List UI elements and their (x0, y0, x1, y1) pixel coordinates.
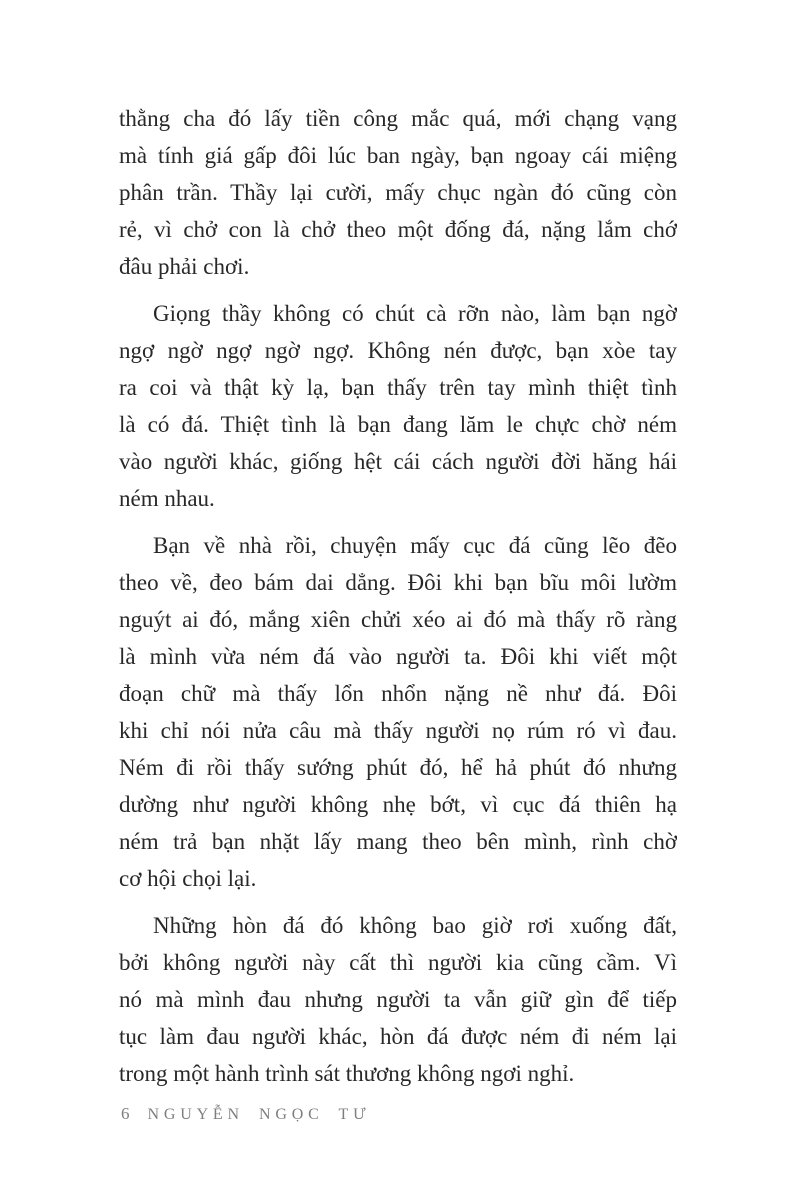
page-number: 6 (121, 1104, 130, 1123)
text-line: ném trả bạn nhặt lấy mang theo bên mình, rình chờ (119, 829, 677, 854)
text-line: dường như người không nhẹ bớt, vì cục đá thiên hạ (119, 792, 677, 817)
text-line: mà tính giá gấp đôi lúc ban ngày, bạn ngoay cái miệng (119, 143, 677, 168)
page-text-block (119, 100, 677, 1102)
text-line: ngợ ngờ ngợ ngờ ngợ. Không nén được, bạn xòe tay (119, 338, 677, 363)
text-line: đâu phải chơi. (119, 254, 250, 279)
text-line: tục làm đau người khác, hòn đá được ném đi ném lại (119, 1024, 677, 1049)
text-line: bởi không người này cất thì người kia cũng cầm. Vì (119, 950, 677, 975)
text-line: nó mà mình đau nhưng người ta vẫn giữ gìn để tiếp (119, 987, 677, 1012)
text-line: Những hòn đá đó không bao giờ rơi xuống đất, (153, 913, 677, 938)
text-line: phân trần. Thầy lại cười, mấy chục ngàn đó cũng còn (119, 180, 677, 205)
text-line: thằng cha đó lấy tiền công mắc quá, mới chạng vạng (119, 106, 677, 131)
text-line: là có đá. Thiệt tình là bạn đang lăm le chực chờ ném (119, 412, 677, 437)
paragraph (119, 907, 677, 1092)
text-line: là mình vừa ném đá vào người ta. Đôi khi viết một (119, 644, 677, 669)
text-line: vào người khác, giống hệt cái cách người đời hăng hái (119, 449, 677, 474)
paragraph (119, 527, 677, 897)
text-line: theo về, đeo bám dai dẳng. Đôi khi bạn bĩu môi lườm (119, 570, 677, 595)
text-line: nguýt ai đó, mắng xiên chửi xéo ai đó mà thấy rõ ràng (119, 607, 677, 632)
text-line: Ném đi rồi thấy sướng phút đó, hể hả phút đó nhưng (119, 755, 677, 780)
text-line: cơ hội chọi lại. (119, 866, 257, 891)
running-footer-author: NGUYỄN NGỌC TƯ (147, 1106, 371, 1123)
text-line: khi chỉ nói nửa câu mà thấy người nọ rúm ró vì đau. (119, 718, 677, 743)
text-line: Giọng thầy không có chút cà rỡn nào, làm bạn ngờ (153, 301, 677, 326)
paragraph (119, 100, 677, 285)
text-line: đoạn chữ mà thấy lổn nhổn nặng nề như đá. Đôi (119, 681, 677, 706)
text-line: trong một hành trình sát thương không ngơi nghỉ. (119, 1061, 575, 1086)
text-line: ném nhau. (119, 486, 215, 511)
page-footer (121, 1104, 370, 1130)
text-line: Bạn về nhà rồi, chuyện mấy cục đá cũng lẽo đẽo (153, 533, 677, 558)
text-line: ra coi và thật kỳ lạ, bạn thấy trên tay mình thiệt tình (119, 375, 677, 400)
text-line: rẻ, vì chở con là chở theo một đống đá, nặng lắm chớ (119, 217, 677, 242)
paragraph (119, 295, 677, 517)
